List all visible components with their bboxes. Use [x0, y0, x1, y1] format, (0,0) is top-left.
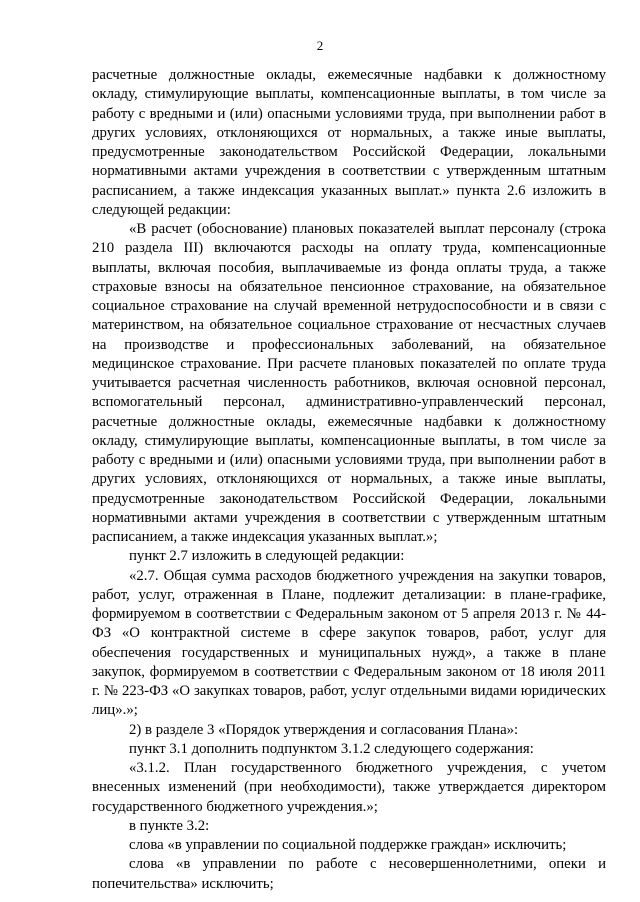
paragraph-exclude-1: слова «в управлении по социальной поддержке граждан» исключить; [129, 837, 567, 853]
paragraph-continuation: расчетные должностные оклады, ежемесячные надбавки к должностному окладу, стимулирующие выплаты, компенсационные выплаты, в том числе за работу с вредными и (или) опасными условиями труда, при выполнении работ в других условиях, отклоняющихся от нормальных, а также иные выплаты, предусмотренные законодательством Российской Федерации, локальными нормативными актами учреждения в соответствии с утвержденным штатным расписанием, а также индексация указанных выплат.» пункта 2.6 изложить в следующей редакции: [92, 67, 606, 218]
paragraph-quoted-2-6: «В расчет (обоснование) плановых показателей выплат персоналу (строка 210 раздела III) включаются расходы на оплату труда, компенсационные выплаты, включая пособия, выплачиваемые из фонда оплаты труда, а также страховые взносы на обязательное пенсионное страхование, на обязательное социальное страхование на случай временной нетрудоспособности и в связи с материнством, на обязательное социальное страхование от несчастных случаев на производстве и профессиональных заболеваний, на обязательное медицинское страхование. При расчете плановых показателей по оплате труда учитывается расчетная численность работников, включая основной персонал, вспомогательный персонал, административно-управленческий персонал, расчетные должностные оклады, ежемесячные надбавки к должностному окладу, стимулирующие выплаты, компенсационные выплаты, в том числе за работу с вредными и (или) опасными условиями труда, при выполнении работ в других условиях, отклоняющихся от нормальных, а также иные выплаты, предусмотренные законодательством Российской Федерации, локальными нормативными актами учреждения в соответствии с утвержденным штатным расписанием, а также индексация указанных выплат.»; [92, 221, 606, 545]
paragraph-quoted-3-1-2: «3.1.2. План государственного бюджетного учреждения, с учетом внесенных изменений (при необходимости), также утверждается директором государственного бюджетного учреждения.»; [92, 760, 606, 815]
paragraph-exclude-2: слова «в управлении по работе с несовершеннолетними, опеки и попечительства» исключить; [92, 856, 606, 892]
paragraph-section-3: 2) в разделе 3 «Порядок утверждения и согласования Плана»: [129, 721, 519, 738]
paragraph-item-3-2: в пункте 3.2: [129, 817, 210, 834]
document-body [92, 66, 606, 894]
paragraph-item-3-1: пункт 3.1 дополнить подпунктом 3.1.2 следующего содержания: [129, 740, 534, 757]
paragraph-quoted-2-7: «2.7. Общая сумма расходов бюджетного учреждения на закупки товаров, работ, услуг, отраженная в Плане, подлежит детализации: в плане-графике, формируемом в соответствии с Федеральным законом от 5 апреля 2013 г. № 44-ФЗ «О контрактной системе в сфере закупок товаров, работ, услуг для обеспечения государственных и муниципальных нужд», а также в плане закупок, формируемом в соответствии с Федеральным законом от 18 июля 2011 г. № 223-ФЗ «О закупках товаров, работ, услуг отдельными видами юридических лиц».»; [92, 567, 606, 719]
paragraph-item-2-7-intro: пункт 2.7 изложить в следующей редакции: [129, 548, 405, 565]
page-number: 2 [316, 38, 324, 53]
